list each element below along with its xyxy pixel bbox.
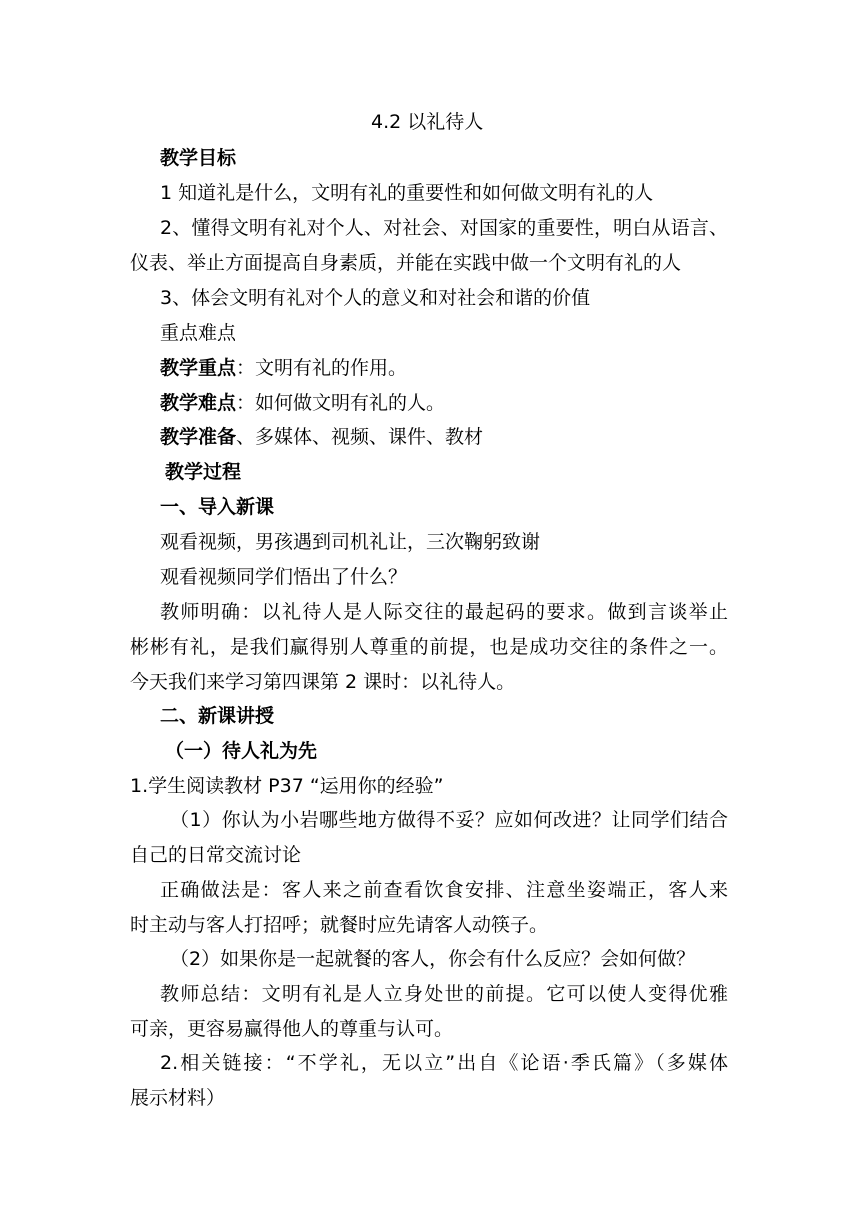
related-link-line-1: 2.相关链接：“不学礼，无以立”出自《论语·季氏篇》（多媒体 <box>160 1052 728 1074</box>
goal-1: 1 知道礼是什么，文明有礼的重要性和如何做文明有礼的人 <box>160 182 654 204</box>
difficult-point-text: ：如何做文明有礼的人。 <box>236 392 446 414</box>
subsection-1-heading: （一）待人礼为先 <box>165 740 318 762</box>
document-title: 4.2 以礼待人 <box>371 111 484 133</box>
key-point-line <box>160 356 407 380</box>
goal-2-line-2: 仪表、举止方面提高自身素质，并能在实践中做一个文明有礼的人 <box>130 252 682 274</box>
answer-line-2: 时主动与客人打招呼；就餐时应先请客人动筷子。 <box>130 914 549 936</box>
section-1-paragraph-2: 观看视频同学们悟出了什么？ <box>160 566 408 588</box>
key-point-text: ：文明有礼的作用。 <box>236 357 408 379</box>
summary-line-1: 教师总结：文明有礼是人立身处世的前提。它可以使人变得优雅 <box>160 983 728 1005</box>
goals-heading: 教学目标 <box>160 147 237 169</box>
section-1-heading: 一、导入新课 <box>160 496 275 518</box>
section-1-paragraph-3-line-1: 教师明确：以礼待人是人际交往的最起码的要求。做到言谈举止 <box>160 601 728 623</box>
section-2-heading: 二、新课讲授 <box>160 705 275 727</box>
key-difficult-heading: 重点难点 <box>160 322 237 344</box>
preparation-text: 、多媒体、视频、课件、教材 <box>236 426 484 448</box>
section-1-paragraph-1: 观看视频，男孩遇到司机礼让，三次鞠躬致谢 <box>160 531 541 553</box>
preparation-line <box>160 425 483 449</box>
question-2: （2）如果你是一起就餐的客人，你会有什么反应？会如何做？ <box>170 948 696 970</box>
process-heading: 教学过程 <box>165 461 242 483</box>
item-1: 1.学生阅读教材 P37 “运用你的经验” <box>130 775 444 797</box>
difficult-point-line <box>160 391 445 415</box>
question-1-line-2: 自己的日常交流讨论 <box>130 844 302 866</box>
question-1-line-1: （1）你认为小岩哪些地方做得不妥？应如何改进？让同学们结合 <box>170 809 728 831</box>
preparation-label: 教学准备 <box>160 426 237 448</box>
goal-3: 3、体会文明有礼对个人的意义和对社会和谐的价值 <box>160 287 591 309</box>
summary-line-2: 可亲，更容易赢得他人的尊重与认可。 <box>130 1018 454 1040</box>
section-1-paragraph-3-line-2: 彬彬有礼，是我们赢得别人尊重的前提，也是成功交往的条件之一。 <box>130 636 728 658</box>
related-link-line-2: 展示材料） <box>130 1087 226 1109</box>
goal-2-line-1: 2、懂得文明有礼对个人、对社会、对国家的重要性，明白从语言、 <box>160 217 728 239</box>
answer-line-1: 正确做法是：客人来之前查看饮食安排、注意坐姿端正，客人来 <box>160 879 728 901</box>
difficult-point-label: 教学难点 <box>160 392 237 414</box>
section-1-paragraph-3-line-3: 今天我们来学习第四课第 2 课时：以礼待人。 <box>130 671 516 693</box>
key-point-label: 教学重点 <box>160 357 237 379</box>
